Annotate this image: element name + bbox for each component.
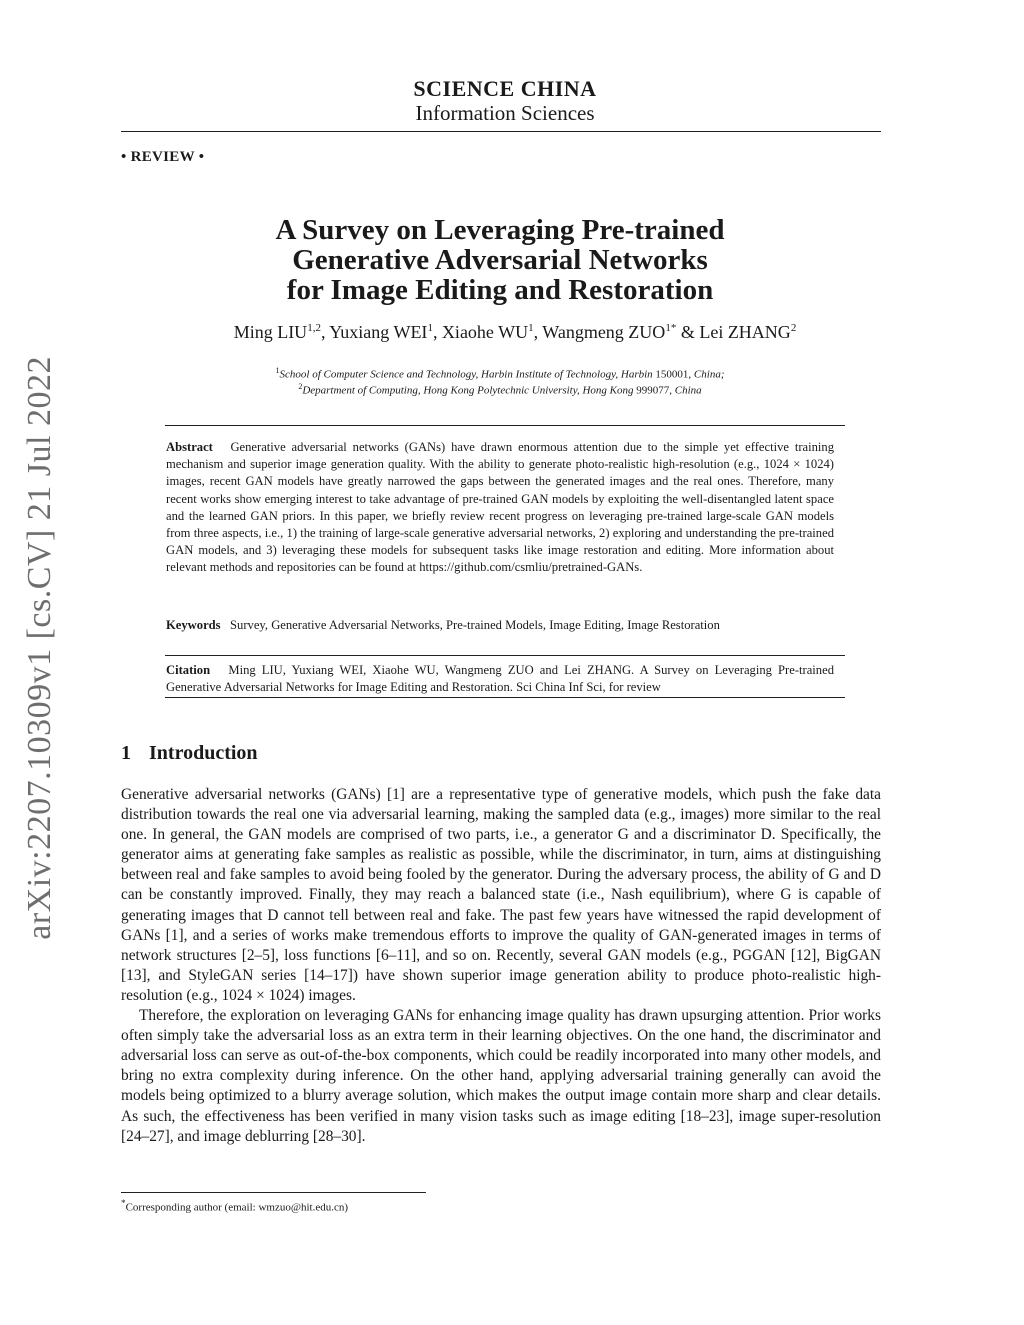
paper-title <box>120 215 880 305</box>
keywords <box>166 617 834 634</box>
author-list <box>120 322 910 343</box>
author: Ming LIU$^{1,2}$, <box>233 322 330 342</box>
title-line-3: for Image Editing and Restoration <box>286 274 714 306</box>
affiliation-1: $^1$School of Computer Science and Technology, Harbin Institute of Technology, Harbin 150001, China; <box>275 366 725 381</box>
abstract-bottom-rule <box>165 697 845 698</box>
journal-name: SCIENCE CHINA <box>413 76 597 101</box>
affiliation-2: $^2$Department of Computing, Hong Kong Polytechnic University, Hong Kong 999077, China <box>298 382 702 397</box>
title-line-1: A Survey on Leveraging Pre-trained <box>275 214 725 246</box>
author: Lei ZHANG$^2$ <box>699 322 797 342</box>
paragraph: Therefore, the exploration on leveraging GANs for enhancing image quality has drawn upsurging attention. Prior works often simply take the adversarial loss as an extra term in their learning objectives. On the one hand, the discriminator and adversarial loss can serve as out-of-the-box components, which could be readily incorporated into many other models, and bring no extra complexity during inference. On the other hand, applying adversarial training generally can avoid the models being optimized to a blurry average solution, which makes the output image contain more sharp and clear details. As such, the effectiveness has been verified in many vision tasks such as image editing [18–23], image super-resolution [24–27], and image deblurring [28–30]. <box>121 1007 881 1145</box>
section-number: 1 <box>121 742 131 764</box>
abstract-label: Abstract <box>166 440 213 454</box>
section-title: Introduction <box>149 742 258 764</box>
section-tag: • REVIEW • <box>121 149 205 165</box>
citation <box>166 662 834 696</box>
title-line-2: Generative Adversarial Networks <box>292 244 708 276</box>
abstract-top-rule <box>165 425 845 426</box>
keywords-label: Keywords <box>166 618 221 632</box>
abstract <box>166 439 834 577</box>
journal-subtitle: Information Sciences <box>415 101 595 125</box>
footnote-mark: * <box>121 1198 126 1208</box>
arxiv-id: arXiv:2207.10309v1 [cs.CV] 21 Jul 2022 <box>21 356 58 940</box>
introduction-body <box>121 785 881 1147</box>
section-heading-introduction <box>121 742 258 765</box>
citation-text: Ming LIU, Yuxiang WEI, Xiaohe WU, Wangmeng ZUO and Lei ZHANG. A Survey on Leveraging Pre-trained Generative Adversarial Networks for Image Editing and Restoration. Sci China Inf Sci, for review <box>166 663 834 695</box>
footnote-text: Corresponding author (email: wmzuo@hit.edu.cn) <box>125 1201 349 1214</box>
abstract-text: Generative adversarial networks (GANs) have drawn enormous attention due to the simple yet effective training mechanism and superior image generation quality. With the ability to generate photo-realistic high-resolution (e.g., 1024 × 1024) images, recent GAN models have greatly narrowed the gaps between the generated images and the real ones. Therefore, many recent works show emerging interest to take advantage of pre-trained GAN models by exploiting the well-disentangled latent space and the learned GAN priors. In this paper, we briefly review recent progress on leveraging pre-trained large-scale GAN models from three aspects, i.e., 1) the training of large-scale generative adversarial networks, 2) exploring and understanding the pre-trained GAN models, and 3) leveraging these models for subsequent tasks like image restoration and editing. More information about relevant methods and repositories can be found at https://github.com/csmliu/pretrained-GANs. <box>166 440 834 575</box>
keywords-text: Survey, Generative Adversarial Networks, Pre-trained Models, Image Editing, Image Restoration <box>230 618 720 632</box>
paragraph: Generative adversarial networks (GANs) [1] are a representative type of generative models, which push the fake data distribution towards the real one via adversarial learning, making the sampled data (e.g., images) more similar to the real one. In general, the GAN models are comprised of two parts, i.e., a generator G and a discriminator D. Specifically, the generator aims at generating fake samples as realistic as possible, while the discriminator, in turn, aims at distinguishing between real and fake samples to avoid being fooled by the generator. During the adversary process, the ability of G and D can be constantly improved. Finally, they may reach a balanced state (i.e., Nash equilibrium), where G is capable of generating images that D cannot tell between real and fake. The past few years have witnessed the rapid development of GANs [1], and a series of works make tremendous efforts to improve the quality of GAN-generated images in terms of network structures [2–5], loss functions [6–11], and so on. Recently, several GAN models (e.g., PGGAN [12], BigGAN [13], and StyleGAN series [14–17]) have shown superior image generation ability to produce photo-realistic high-resolution (e.g., 1024 × 1024) images. <box>121 786 881 1004</box>
citation-label: Citation <box>166 663 211 677</box>
arxiv-identifier-sidebar <box>2 318 78 978</box>
footnote-rule <box>121 1192 426 1193</box>
footnote <box>121 1198 348 1214</box>
header-rule <box>121 131 881 132</box>
author: Xiaohe $WU^1$, <box>441 322 543 342</box>
author: Yuxiang WEI$^1$, <box>329 322 442 342</box>
author: Wangmeng $ZUO^{1*}$ & <box>542 322 700 342</box>
citation-rule <box>165 655 845 656</box>
